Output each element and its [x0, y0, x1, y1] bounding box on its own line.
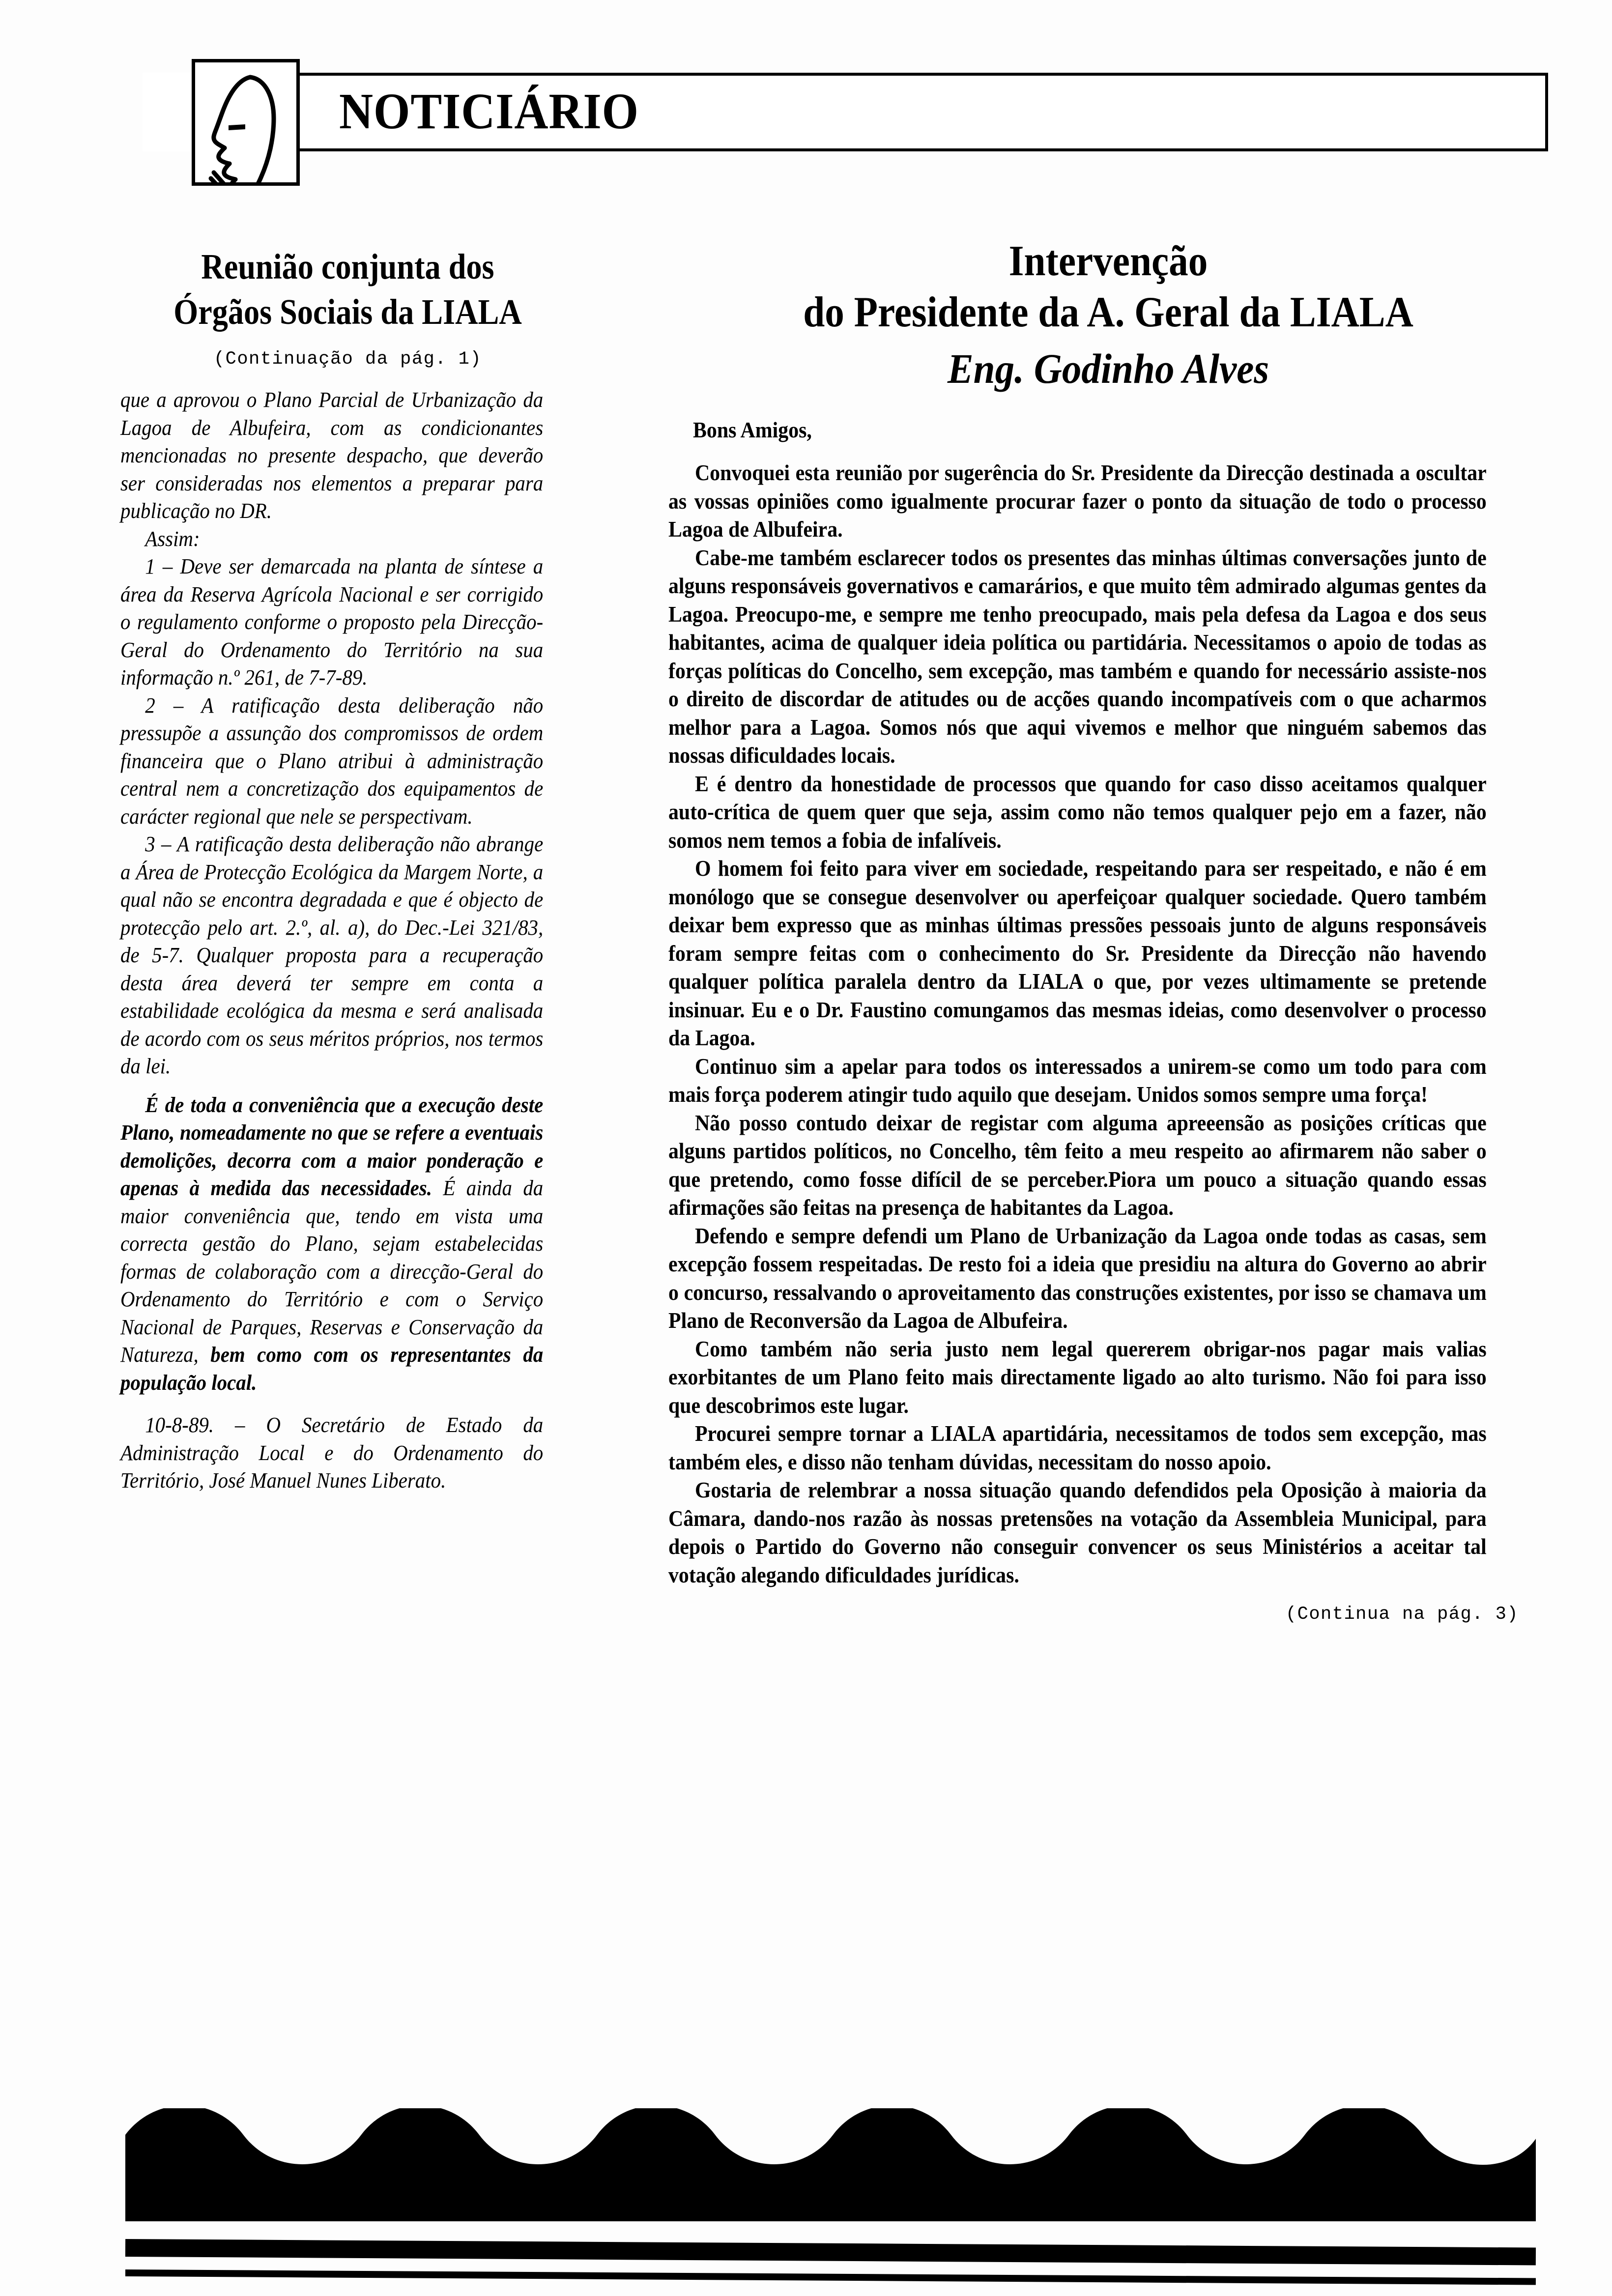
right-headline-line-1: Intervenção	[1008, 237, 1208, 285]
right-headline-line-2: do Presidente da A. Geral da LIALA	[803, 288, 1413, 336]
paragraph: Defendo e sempre defendi um Plano de Urbanização da Lagoa onde todas as casas, sem excepção fossem respeitadas. De resto foi a ideia que presidiu na altura do Governo ao abrir o concurso, ressalvando o aproveitamento das construções existentes, por isso se chamava um Plano de Reconversão da Lagoa de Albufeira.	[668, 1223, 1487, 1333]
emphasis-normal-middle: É ainda da maior conveniência que, tendo em vista uma correcta gestão do Plano, sejam estabelecidas formas de colaboração com a direcção-Geral do Ordenamento do Território e com o Serviço Nacional de Parques, Reservas e Conservação da Natureza,	[120, 1176, 544, 1367]
paragraph: Cabe-me também esclarecer todos os presentes das minhas últimas conversações junto de alguns responsáveis governativos e camarários, e que muito têm admirado algumas gentes da Lagoa. Preocupo-me, e sempre me tenho preocupado, mais pela defesa da Lagoa e dos seus habitantes, acima de qualquer ideia política ou partidária. Necessitamos o apoio de todas as forças políticas do Concelho, sem excepção, mas também e quando for necessário assiste-nos o direito de discordar de atitudes ou de acções quando incompatíveis com o que acharmos melhor para a Lagoa. Somos nós que aqui vivemos e melhor que ninguém sabemos das nossas dificuldades locais.	[668, 545, 1487, 768]
left-body-text	[120, 386, 575, 1495]
emphasis-bold-lead: É de toda a conveniência que a execução deste Plano, nomeadamente no que se refere a eventuais demolições, decorra com a maior ponderação e apenas à medida das necessidades.	[120, 1092, 544, 1200]
emphasis-bold-tail: bem como com os representantes da população local.	[120, 1343, 544, 1395]
paragraph: Gostaria de relembrar a nossa situação quando defendidos pela Oposição à maioria da Câmara, dando-nos razão às nossas pretensões na votação da Assembleia Municipal, para depois o Partido do Governo não conseguir convencer os seus Ministérios a aceitar tal votação alegando dificuldades jurídicas.	[668, 1478, 1487, 1587]
paragraph: O homem foi feito para viver em sociedade, respeitando para ser respeitado, e não é em monólogo que se consegue desenvolver ou aperfeiçoar qualquer sociedade. Quero também deixar bem expresso que as minhas últimas pressões pessoais junto de alguns responsáveis foram sempre feitas com o conhecimento do Sr. Presidente da Direcção não havendo qualquer política paralela dentro da LIALA o que, por vezes ultimamente se pretende insinuar. Eu e o Dr. Faustino comungamos das mesmas ideias, como desenvolver o processo da Lagoa.	[668, 856, 1487, 1050]
speaking-head-profile-icon	[192, 59, 300, 186]
footer-rule-thin	[125, 2269, 1536, 2285]
paragraph: que a aprovou o Plano Parcial de Urbanização da Lagoa de Albufeira, com as condicionantes mencionadas no presente despacho, que deverão ser consideradas nos elementos a preparar para publicação no DR.	[120, 388, 544, 523]
left-headline-line-1: Reunião conjunta dos	[201, 247, 494, 287]
paragraph: Como também não seria justo nem legal quererem obrigar-nos pagar mais valias exorbitantes de um Plano feito mais directamente ligado ao alto turismo. Não foi para isso que descobrimos este lugar.	[668, 1336, 1487, 1418]
right-column	[668, 236, 1548, 1627]
paragraph: Assim:	[145, 526, 200, 551]
salutation: Bons Amigos,	[693, 418, 812, 442]
paragraph: Procurei sempre tornar a LIALA apartidária, necessitamos de todos sem excepção, mas também eles, e disso não tenham dúvidas, necessitam do nosso apoio.	[668, 1421, 1487, 1474]
emphasis-paragraph	[120, 1091, 543, 1397]
paragraph: 1 – Deve ser demarcada na planta de síntese a área da Reserva Agrícola Nacional e ser corrigido o regulamento conforme o proposto pela Direcção-Geral do Ordenamento do Território na sua informação n.º 261, de 7-7-89.	[120, 554, 544, 689]
page-title: NOTICIÁRIO	[339, 83, 639, 140]
paragraph: E é dentro da honestidade de processos que quando for caso disso aceitamos qualquer auto-crítica de quem quer que seja, assim como não temos qualquer pejo em a fazer, não somos nem temos a fobia de infalíveis.	[668, 771, 1487, 853]
left-continuation-note: (Continuação da pág. 1)	[213, 349, 482, 370]
paragraph: 3 – A ratificação desta deliberação não abrange a Área de Protecção Ecológica da Margem Norte, a qual não se encontra degradada e que é objecto de protecção pelo art. 2.º, al. a), do Dec.-Lei 321/83, de 5-7. Qualquer proposta para a recuperação desta área deverá ter sempre em conta a estabilidade ecológica da mesma e será analisada de acordo com os seus méritos próprios, nos termos da lei.	[120, 832, 544, 1078]
paragraph: 2 – A ratificação desta deliberação não pressupõe a assunção dos compromissos de ordem financeira que o Plano atribui à administração central nem a concretização dos equipamentos de carácter regional que nele se perspectivam.	[120, 693, 544, 829]
right-headline-byline: Eng. Godinho Alves	[947, 345, 1269, 392]
paragraph: Não posso contudo deixar de registar com alguma apreeensão as posições críticas que alguns partidos políticos, no Concelho, têm feito a meu respeito ao afirmarem não saber o que pretendo, como fosse difícil de se perceber.Piora um pouco a situação quando essas afirmações são feitas na presença de habitantes da Lagoa.	[668, 1110, 1487, 1220]
paragraph: Continuo sim a apelar para todos os interessados a unirem-se como um todo para com mais força poderem atingir tudo aquilo que desejam. Unidos somos sempre uma força!	[668, 1054, 1487, 1107]
right-continuation-note: (Continua na pág. 3)	[1285, 1604, 1519, 1625]
left-column	[120, 246, 575, 1495]
masthead	[143, 73, 1548, 151]
right-body-text	[668, 459, 1548, 1589]
left-headline-line-2: Órgãos Sociais da LIALA	[173, 292, 522, 332]
footer-rule-thick	[125, 2239, 1536, 2266]
scalloped-wave-band-ornament	[125, 2108, 1536, 2221]
paragraph: Convoquei esta reunião por sugerência do Sr. Presidente da Direcção destinada a oscultar as vossas opiniões como igualmente procurar fazer o ponto da situação de todo o processo Lagoa de Albufeira.	[668, 460, 1487, 542]
signature-paragraph: 10-8-89. – O Secretário de Estado da Administração Local e do Ordenamento do Território, José Manuel Nunes Liberato.	[120, 1413, 544, 1492]
